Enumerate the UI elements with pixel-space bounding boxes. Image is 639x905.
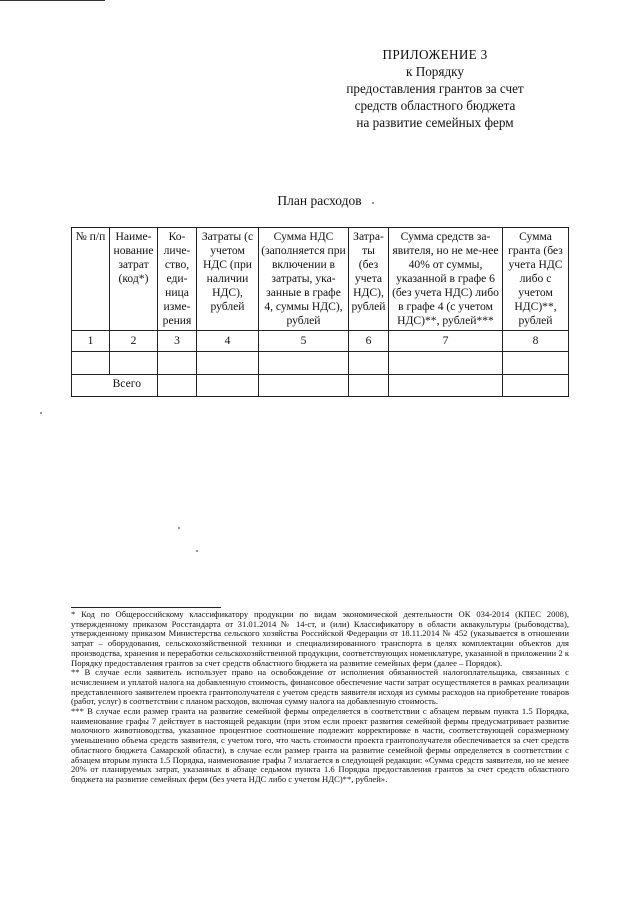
- scan-speck: [196, 550, 198, 552]
- top-edge-line: [0, 0, 105, 1]
- header-cell: Затраты (с учетом НДС (при наличии НДС), рублей: [197, 228, 259, 331]
- header-cell: Наиме-нование затрат (код*): [110, 228, 158, 331]
- scan-speck: [178, 527, 180, 529]
- column-number: 4: [197, 331, 259, 352]
- appendix-line-2: к Порядку: [405, 64, 464, 79]
- table-cell: [503, 375, 569, 397]
- column-number: 8: [503, 331, 569, 352]
- header-cell: Сумма НДС (заполняется при включении в затраты, ука-занные в графе 4, суммы НДС), рублей: [259, 228, 349, 331]
- table-row: [72, 352, 569, 375]
- footnotes: [71, 607, 569, 785]
- table-cell: [503, 352, 569, 375]
- table-cell: [389, 375, 503, 397]
- column-number: 5: [259, 331, 349, 352]
- table-cell: [349, 352, 389, 375]
- column-number: 1: [72, 331, 110, 352]
- appendix-line-3: предоставления грантов за счет: [346, 81, 524, 96]
- footnote-separator: [71, 607, 221, 608]
- table-cell: [259, 352, 349, 375]
- table-cell: [197, 375, 259, 397]
- column-number: 3: [158, 331, 197, 352]
- footnote-2: ** В случае если заявитель использует право на освобождение от исполнения обязанностей налогоплательщика, связанных с исчислением и уплатой налога на добавленную стоимость, финансовое обеспечение части затрат осуществляется в рамках реализации представленного заявителем проекта грантополучателя с учетом средств заявителя исходя из суммы расходов на приобретение товаров (работ, услуг) в соответствии с планом расходов, включая сумму налога на добавленную стоимость.: [71, 667, 569, 707]
- scan-speck: [40, 412, 42, 414]
- header-cell: Ко-личе-ство, еди-ница изме-рения: [158, 228, 197, 331]
- total-row: [72, 375, 569, 397]
- footnote-1: * Код по Общероссийскому классификатору продукции по видам экономической деятельности ОК 034-2014 (КПЕС 2008), утвержденному приказом Росстандарта от 31.01.2014 № 14-ст, и (или) Классификатору в области аквакультуры (рыбоводства), утвержденному приказом Министерства сельского хозяйства Российской Федерации от 18.11.2014 № 452 (указывается в отношении затрат – оборудования, сельскохозяйственной техники и специализированного транспорта в целях комплектации объектов для производства, хранения и переработки сельскохозяйственной продукции, соответствующих номенклатуре, указанной в приложении 2 к Порядку предоставления грантов за счет средств областного бюджета на развитие семейных ферм (далее – Порядок).: [71, 609, 569, 668]
- table-cell: [389, 352, 503, 375]
- column-number: 7: [389, 331, 503, 352]
- table-header-row: [72, 228, 569, 331]
- table-cell: [259, 375, 349, 397]
- table-cell: [110, 352, 158, 375]
- header-cell: Затра-ты (без учета НДС), рублей: [349, 228, 389, 331]
- header-cell: Сумма средств за-явителя, но не ме-нее 40% от суммы, указанной в графе 6 (без учета НДС) либо в графе 4 (с учетом НДС)**, рублей***: [389, 228, 503, 331]
- footnote-3: *** В случае если размер гранта на развитие семейной фермы определяется в соответствии с абзацем первым пункта 1.5 Порядка, наименование графы 7 действует в настоящей редакции (при этом если проект развития семейной фермы предусматривает развитие молочного животноводства, указанное процентное соотношение подлежит корректировке в части, соответствующей соразмерному уменьшению объема средств заявителя, с учетом того, что часть стоимости проекта грантополучателя обеспечивается за счет средств областного бюджета Самарской области), в случае если размер гранта на развитие семейной фермы определяется в соответствии с абзацем вторым пункта 1.5 Порядка, наименование графы 7 излагается в следующей редакции: «Сумма средств заявителя, но не менее 20% от планируемых затрат, указанных в абзаце седьмом пункта 1.6 Порядка предоставления грантов за счет средств областного бюджета на развитие семейных ферм (без учета НДС либо с учетом НДС)**, рублей».: [71, 706, 569, 784]
- table-cell: [72, 352, 110, 375]
- appendix-title: ПРИЛОЖЕНИЕ 3: [382, 47, 488, 62]
- appendix-header: [300, 46, 570, 131]
- appendix-line-5: на развитие семейных ферм: [356, 115, 514, 130]
- table-cell: [349, 375, 389, 397]
- scan-speck: [372, 202, 374, 204]
- column-number: 6: [349, 331, 389, 352]
- plan-title: План расходов: [277, 193, 362, 208]
- expense-plan-table: [71, 227, 569, 397]
- header-cell: № п/п: [72, 228, 110, 331]
- column-number: 2: [110, 331, 158, 352]
- table-cell: [158, 352, 197, 375]
- header-cell: Сумма гранта (без учета НДС либо с учетом НДС)**, рублей: [503, 228, 569, 331]
- table-cell: [197, 352, 259, 375]
- total-label: Всего: [72, 375, 158, 397]
- table-cell: [158, 375, 197, 397]
- column-number-row: [72, 331, 569, 352]
- appendix-line-4: средств областного бюджета: [354, 98, 516, 113]
